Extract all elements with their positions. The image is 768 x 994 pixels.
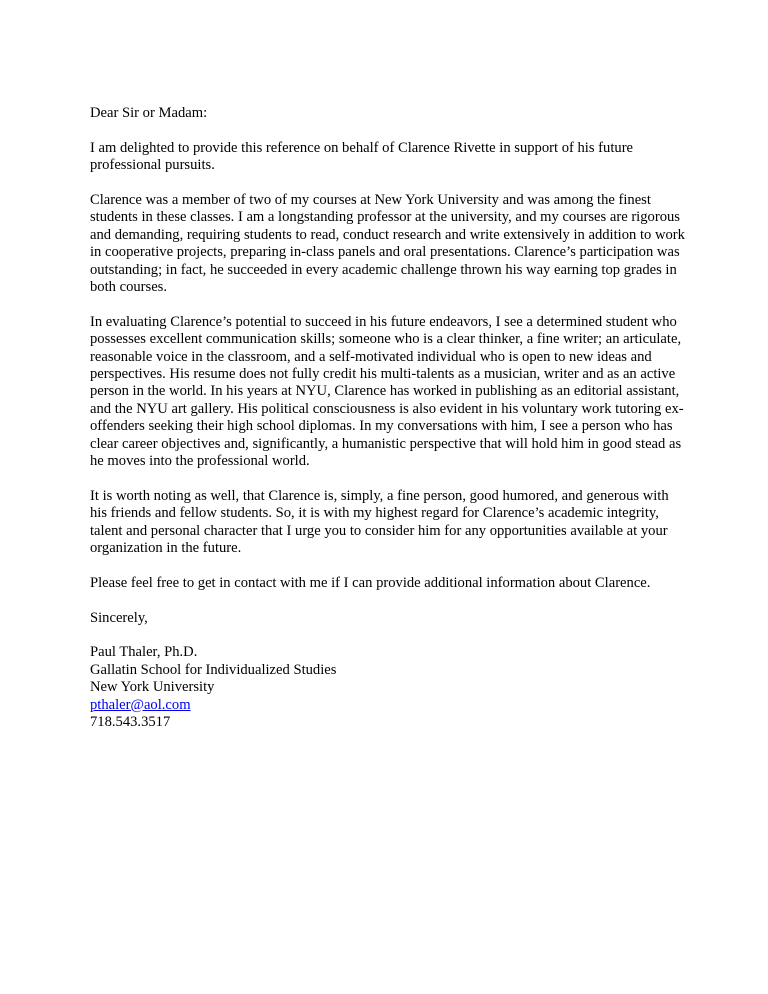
signer-name: Paul Thaler, Ph.D. xyxy=(90,644,198,661)
closing: Sincerely, xyxy=(90,609,148,626)
letter-body xyxy=(90,105,686,732)
signer-phone: 718.543.3517 xyxy=(90,714,171,731)
paragraph-courses: Clarence was a member of two of my courses at New York University and was among the finest students in these classes. I am a longstanding professor at the university, and my courses are rigorous and demanding, requiring students to read, conduct research and write extensively in addition to work in cooperative projects, preparing in-class panels and oral presentations. Clarence’s participation was outstanding; in fact, he succeeded in every academic challenge thrown his way earning top grades in both courses. xyxy=(90,192,685,296)
signature-block xyxy=(90,644,686,731)
salutation: Dear Sir or Madam: xyxy=(90,105,208,121)
paragraph-contact: Please feel free to get in contact with me if I can provide additional information about Clarence. xyxy=(90,574,651,591)
paragraph-character: It is worth noting as well, that Clarence is, simply, a fine person, good humored, and generous with his friends and fellow students. So, it is with my highest regard for Clarence’s academic integrity, talent and personal character that I urge you to consider him for any opportunities available at your organization in the future. xyxy=(90,487,669,557)
signer-department: Gallatin School for Individualized Studies xyxy=(90,661,337,678)
paragraph-evaluation: In evaluating Clarence’s potential to succeed in his future endeavors, I see a determined student who possesses excellent communication skills; someone who is a clear thinker, a fine writer; an articulate, reasonable voice in the classroom, and a self-motivated individual who is open to new ideas and perspectives. His resume does not fully credit his multi-talents as a musician, writer and as an active person in the world. In his years at NYU, Clarence has worked in publishing as an editorial assistant, and the NYU art gallery. His political consciousness is also evident in his voluntary work tutoring ex-offenders seeking their high school diplomas. In my conversations with him, I see a person who has clear career objectives and, significantly, a humanistic perspective that will hold him in good stead as he moves into the professional world. xyxy=(90,313,684,470)
signer-email-link[interactable]: pthaler@aol.com xyxy=(90,696,191,713)
signer-institution: New York University xyxy=(90,679,215,696)
paragraph-intro: I am delighted to provide this reference on behalf of Clarence Rivette in support of his future professional pursuits. xyxy=(90,139,634,174)
